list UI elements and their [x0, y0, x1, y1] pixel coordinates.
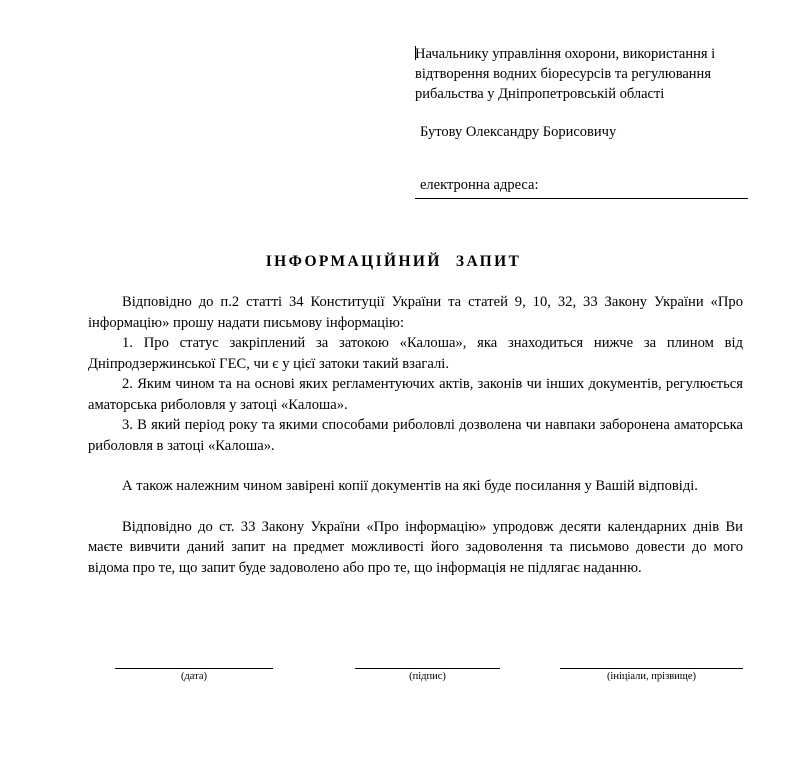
email-label: електронна адреса:	[420, 177, 539, 193]
addressee-name: Бутову Олександру Борисовичу	[420, 124, 617, 140]
signature-date	[115, 668, 273, 682]
title-word-1: ІНФОРМАЦІЙНИЙ	[265, 253, 442, 270]
signature-initials-line	[560, 668, 743, 669]
signature-initials	[560, 668, 743, 682]
paragraph-copies: А також належним чином завірені копії документів на які буде посилання у Вашій відповіді.	[122, 478, 698, 494]
addressee-line-2: відтворення водних біоресурсів та регулювання	[415, 66, 711, 82]
addressee-line-3: рибальства у Дніпропетровській області	[415, 86, 665, 102]
signature-sign-caption: (підпис)	[409, 671, 446, 682]
title-word-2: ЗАПИТ	[455, 253, 522, 270]
paragraph-deadline: Відповідно до ст. 33 Закону України «Про інформацію» упродовж десяти календарних днів Ви маєте вивчити даний запит на предмет можливості його задоволення та письмово довести до мого відома про те, що запит буде задоволено або про те, що інформація не підлягає наданню.	[88, 518, 743, 576]
page-title	[0, 253, 787, 271]
addressee-block	[415, 44, 750, 104]
paragraph-item-2: 2. Яким чином та на основі яких регламентуючих актів, законів чи інших документів, регулюється аматорська риболовля у затоці «Калоша».	[88, 376, 743, 413]
paragraph-intro: Відповідно до п.2 статті 34 Конституції України та статей 9, 10, 32, 33 Закону України «Про інформацію» прошу надати письмову інформацію:	[88, 294, 743, 331]
signature-date-line	[115, 668, 273, 669]
signature-sign-line	[355, 668, 500, 669]
paragraph-item-3: 3. В який період року та якими способами риболовлі дозволена чи навпаки заборонена аматорська риболовля в затоці «Калоша».	[88, 417, 743, 454]
email-underline	[415, 198, 748, 199]
addressee-line-1: Начальнику управління охорони, використання і	[415, 46, 716, 62]
signature-row	[0, 668, 787, 708]
document-content	[88, 292, 743, 578]
paragraph-item-1: 1. Про статус закріплений за затокою «Калоша», яка знаходиться нижче за плином від Дніпродзержинської ГЕС, чи є у цієї затоки такий взагалі.	[88, 335, 743, 372]
signature-initials-caption: (ініціали, прізвище)	[606, 671, 697, 682]
signature-date-caption: (дата)	[180, 671, 208, 682]
signature-sign	[355, 668, 500, 682]
